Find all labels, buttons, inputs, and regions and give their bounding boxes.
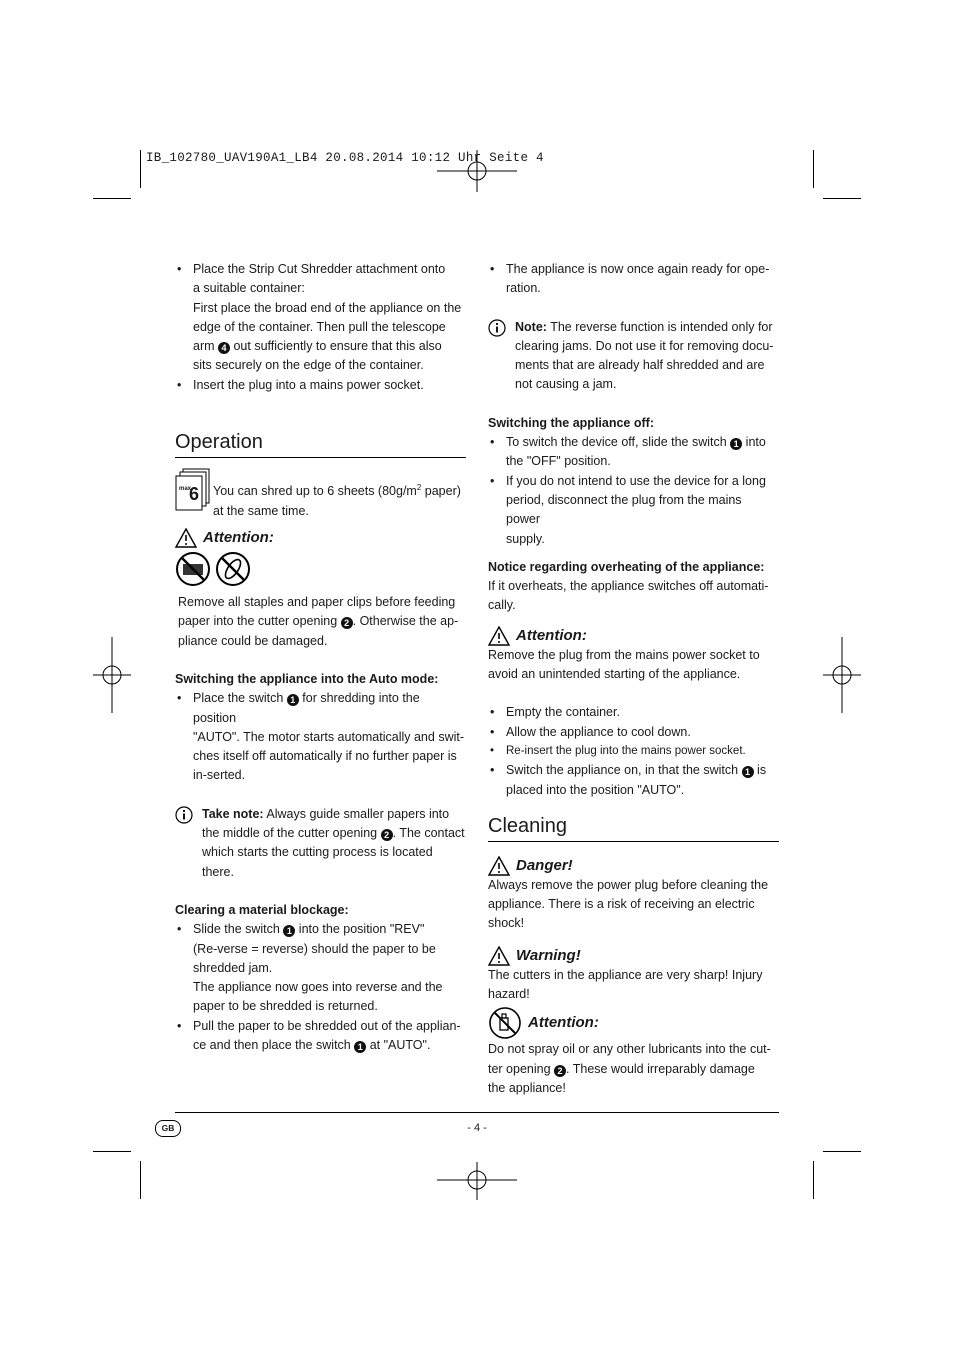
crop-mark xyxy=(93,1151,131,1152)
list-item: • Place the Strip Cut Shredder attachment onto a suitable container: First place the broad end of the appliance on the edge of the container. Then pull the telescope arm 4 out sufficiently to ensure that this also sits securely on the edge of the container. xyxy=(175,260,466,376)
max-icon-label: max. xyxy=(179,486,193,493)
crop-mark xyxy=(813,150,814,188)
list-item: • Insert the plug into a mains power socket. xyxy=(175,376,466,395)
list-item: • Slide the switch 1 into the position "REV" (Re-verse = reverse) should the paper to be shredded jam. The appliance now goes into reverse and the paper to be shredded is returned. xyxy=(175,920,466,1016)
overheat-heading: Notice regarding overheating of the appliance: xyxy=(488,559,765,574)
list-item: • Empty the container. xyxy=(488,703,779,722)
list-item: • Switch the appliance on, in that the switch 1 is placed into the position "AUTO". xyxy=(488,761,779,800)
danger-text: Always remove the power plug before cleaning the appliance. There is a risk of receiving an electric shock! xyxy=(488,877,769,931)
part-number-badge: 4 xyxy=(218,342,230,354)
list-item: • Allow the appliance to cool down. xyxy=(488,723,779,742)
footer-rule xyxy=(175,1112,779,1113)
capacity-text: You can shred up to 6 sheets ($80g/m^2$ paper) at the same time. xyxy=(213,483,461,518)
auto-mode-heading: Switching the appliance into the Auto mode: xyxy=(175,671,439,686)
list-item: • If you do not intend to use the device for a long period, disconnect the plug from the mains power supply. xyxy=(488,472,779,549)
attention-heading: Attention: xyxy=(488,626,779,646)
part-number-badge: 2 xyxy=(554,1065,566,1077)
crop-mark xyxy=(140,150,141,188)
crop-mark xyxy=(823,198,861,199)
warning-triangle-icon xyxy=(488,946,510,966)
left-column xyxy=(175,260,466,1055)
crop-mark xyxy=(813,1161,814,1199)
part-number-badge: 2 xyxy=(341,617,353,629)
overheat-text: If it overheats, the appliance switches off automati- cally. xyxy=(488,579,769,613)
print-slug: IB_102780_UAV190A1_LB4 20.08.2014 10:12 Uhr Seite 4 xyxy=(146,151,544,165)
capacity-note xyxy=(175,468,466,524)
list-item: • The appliance is now once again ready for ope- ration. xyxy=(488,260,779,299)
part-number-badge: 2 xyxy=(381,829,393,841)
reset-steps xyxy=(488,703,779,799)
list-item: • Pull the paper to be shredded out of the applian- ce and then place the switch 1 at "AUTO". xyxy=(175,1017,466,1056)
crop-mark xyxy=(823,1151,861,1152)
part-number-badge: 1 xyxy=(742,766,754,778)
page-number: - 4 - xyxy=(467,1122,487,1134)
language-badge: GB xyxy=(155,1120,181,1137)
staple-warning-text: Remove all staples and paper clips before feeding paper into the cutter opening 2 . Otherwise the ap- pliance could be damaged. xyxy=(178,595,459,648)
info-icon xyxy=(488,319,506,337)
section-heading-cleaning: Cleaning xyxy=(488,813,779,842)
registration-crosshair-icon xyxy=(437,1162,517,1200)
switch-off-heading: Switching the appliance off: xyxy=(488,415,654,430)
section-heading-operation: Operation xyxy=(175,429,466,458)
crop-mark xyxy=(93,198,131,199)
list-item: • Re-insert the plug into the mains power socket. xyxy=(488,742,779,761)
warning-triangle-icon xyxy=(488,626,510,646)
part-number-badge: 1 xyxy=(287,694,299,706)
no-paperclips-icon xyxy=(215,551,251,587)
warning-triangle-icon xyxy=(175,528,197,548)
danger-heading: Danger! xyxy=(488,856,779,876)
take-note: Take note: Always guide smaller papers into the middle of the cutter opening 2 . The contact which starts the cutting process is located there. xyxy=(175,805,466,882)
part-number-badge: 1 xyxy=(283,925,295,937)
part-number-badge: 1 xyxy=(730,438,742,450)
registration-crosshair-icon xyxy=(823,637,861,713)
no-staples-icon xyxy=(175,551,211,587)
registration-crosshair-icon xyxy=(93,637,131,713)
attention-text: Remove the plug from the mains power socket to avoid an unintended starting of the appliance. xyxy=(488,647,760,682)
reverse-note: Note: The reverse function is intended only for clearing jams. Do not use it for removing docu- ments that are already half shredded and are not causing a jam. xyxy=(488,318,779,395)
part-number-badge: 1 xyxy=(354,1041,366,1053)
warning-text: The cutters in the appliance are very sharp! Injury hazard! xyxy=(488,967,763,1002)
no-spray-icon xyxy=(488,1006,522,1040)
max-icon-number: 6 xyxy=(189,484,200,505)
attention-heading: Attention: xyxy=(175,528,466,548)
warning-heading: Warning! xyxy=(488,946,779,966)
attention-spray-heading: Attention: xyxy=(488,1006,779,1040)
prohibition-icons xyxy=(175,551,466,587)
list-item: • To switch the device off, slide the switch 1 into the "OFF" position. xyxy=(488,433,779,472)
attention-spray-text: Do not spray oil or any other lubricants into the cut- ter opening 2 . These would irreparably damage the appliance! xyxy=(488,1042,771,1095)
blockage-heading: Clearing a material blockage: xyxy=(175,902,349,917)
registration-crosshair-icon xyxy=(437,150,517,192)
warning-triangle-icon xyxy=(488,856,510,876)
right-column xyxy=(488,260,779,1098)
list-item: • Place the switch 1 for shredding into the position "AUTO". The motor starts automatically and swit- ches itself off automatically if no further paper is in-serted. xyxy=(175,689,466,785)
info-icon xyxy=(175,806,193,824)
crop-mark xyxy=(140,1161,141,1199)
